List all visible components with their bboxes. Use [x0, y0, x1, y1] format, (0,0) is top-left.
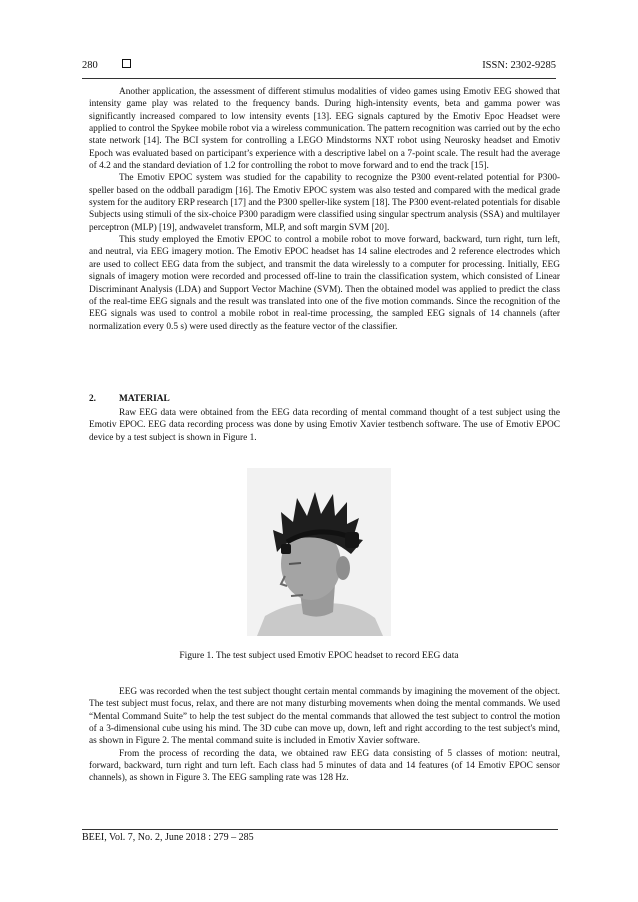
journal-citation: BEEI, Vol. 7, No. 2, June 2018 : 279 – 285 — [82, 832, 254, 843]
paragraph: Another application, the assessment of different stimulus modalities of video games using Emotiv EEG showed that intensity game play was related to the frequency bands. During high-intensity events, beta and gamma power was significantly increased compared to low intensity events [13]. EEG signals captured by the Emotiv Epoc Headset were applied to control the Spykee mobile robot via a wireless communication. The pattern recognition was carried out by the echo state network [14]. The BCI system for controlling a LEGO Mindstorms NXT robot using Neurosky headset and Emotiv Epoch was evaluated based on participant’s experience with a descriptive label on a 7-point scale. The result had the average of 4.2 and the standard deviation of 1.2 for controlling the robot to move forward and to end the track [15]. — [89, 87, 560, 172]
issn-label: ISSN: 2302-9285 — [482, 60, 556, 71]
test-subject-photo-icon — [247, 468, 391, 636]
paragraph: From the process of recording the data, we obtained raw EEG data consisting of 5 classes of motion: neutral, forward, backward, turn right and turn left. Each class had 5 minutes of data and 14 features (of 14 Emotiv EPOC sensor channels), as shown in Figure 3. The EEG sampling rate was 128 Hz. — [89, 748, 560, 784]
section-number: 2. — [89, 394, 97, 404]
paragraph: Raw EEG data were obtained from the EEG data recording of mental command thought of a test subject using the Emotiv EPOC. EEG data recording process was done by using Emotiv Xavier testbench software. The use of Emotiv EPOC device by a test subject is shown in Figure 1. — [89, 408, 560, 443]
section-heading — [89, 394, 170, 404]
paragraph: The Emotiv EPOC system was studied for the capability to recognize the P300 event-related potential for P300-speller based on the oddball paradigm [16]. The Emotiv EPOC system was also tested and compared with the medical grade system for the auditory ERP research [17] and the P300 speller-like system [18]. The P300 event-related potentials for disable Subjects using stimuli of the six-choice P300 paradigm were classified using singular spectrum analysis (SSA) and multilayer perceptron (MLP) [19], andwavelet transform, MLP, and soft margin SVM [20]. — [89, 173, 560, 233]
section-title: MATERIAL — [119, 394, 170, 404]
page-number: 280 — [82, 60, 98, 71]
material-text — [89, 407, 560, 444]
page-header — [82, 58, 556, 79]
paragraph: EEG was recorded when the test subject thought certain mental commands by imagining the movement of the object. The test subject must focus, relax, and there are not many disturbing movements when doing the mental commands. We used “Mental Command Suite” to help the test subject do the mental commands that allowed the test subject to control the motion of a 3-dimensional cube using his mind. The 3D cube can move up, down, left and right according to the test subject's mind, as shown in Figure 2. The mental command suite is included in Emotiv Xavier software. — [89, 687, 560, 747]
page-footer — [82, 829, 558, 843]
intro-text — [89, 86, 560, 333]
paragraph: This study employed the Emotiv EPOC to control a mobile robot to move forward, backward, turn right, turn left, and neutral, via EEG imagery motion. The Emotiv EPOC headset has 14 saline electrodes and 2 reference electrodes which are used to collect EEG data from the subject, and transmit the data wirelessly to a computer for processing. Initially, EEG signals of imagery motion were recorded and processed off-line to train the classification system, which consisted of Linear Discriminant Analysis (LDA) and Support Vector Machine (SVM). Then the obtained model was applied to predict the class of the real-time EEG signals and the result was translated into one of the five motion commands. Since the recognition of the EEG signals was used to control a mobile robot in real-time processing, the sampled EEG signals of 14 channels (after normalization every 0.5 s) were used directly as the feature vector of the classifier. — [89, 235, 560, 332]
figure-1-photo — [247, 468, 391, 636]
square-bullet-icon — [122, 59, 131, 68]
figure-caption: Figure 1. The test subject used Emotiv EPOC headset to record EEG data — [179, 651, 459, 661]
method-text — [89, 686, 560, 785]
